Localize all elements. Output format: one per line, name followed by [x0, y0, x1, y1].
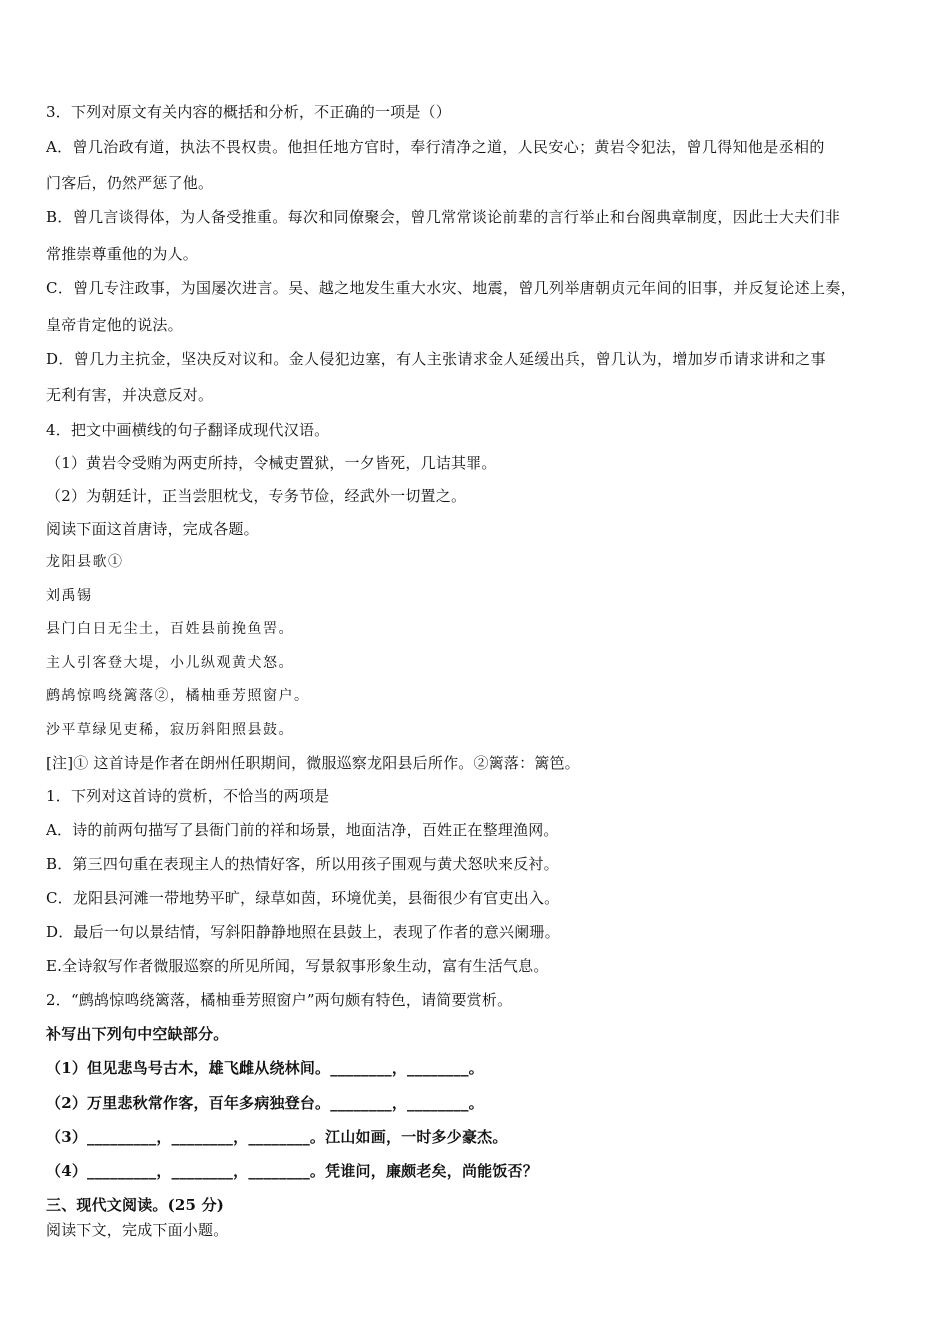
- poem-intro: 阅读下面这首唐诗，完成各题。: [46, 520, 259, 538]
- poem-line-3: 鹧鸪惊鸣绕篱落②，橘柚垂芳照窗户。: [46, 688, 310, 704]
- question-3-option-a-cont: 门客后，仍然严惩了他。: [46, 174, 214, 192]
- question-4-item-2: （2）为朝廷计，正当尝胆枕戈，专务节俭，经武外一切置之。: [46, 487, 467, 505]
- poem-line-2: 主人引客登大堤，小儿纵观黄犬怒。: [46, 655, 294, 671]
- question-3-option-d-cont: 无利有害，并决意反对。: [46, 386, 214, 404]
- section-3-intro: 阅读下文，完成下面小题。: [46, 1221, 229, 1239]
- fill-blank-item-2: （2）万里悲秋常作客，百年多病独登台。________，________。: [46, 1094, 484, 1112]
- question-3-stem: 3．下列对原文有关内容的概括和分析，不正确的一项是（）: [46, 103, 451, 121]
- section-3-heading: 三、现代文阅读。(25 分): [46, 1196, 225, 1214]
- fill-blank-item-4: （4）_________，________，________。凭谁问，廉颇老矣，尚能饭否？: [46, 1162, 538, 1180]
- question-3-option-c: C．曾几专注政事，为国屡次进言。吴、越之地发生重大水灾、地震，曾几列举唐朝贞元年间的旧事，并反复论述上奏，: [46, 279, 857, 297]
- question-3-option-c-cont: 皇帝肯定他的说法。: [46, 316, 183, 334]
- poem-question-1-option-a: A．诗的前两句描写了县衙门前的祥和场景，地面洁净，百姓正在整理渔网。: [46, 821, 559, 839]
- question-4-item-1: （1）黄岩令受贿为两吏所持，令械吏置狱，一夕皆死，几诘其罪。: [46, 454, 497, 472]
- fill-blanks-heading: 补写出下列句中空缺部分。: [46, 1025, 229, 1043]
- poem-question-1-option-e: E.全诗叙写作者微服巡察的所见所闻，写景叙事形象生动，富有生活气息。: [46, 957, 549, 975]
- poem-question-1-option-c: C．龙阳县河滩一带地势平旷，绿草如茵，环境优美，县衙很少有官吏出入。: [46, 889, 560, 907]
- question-3-option-b: B．曾几言谈得体，为人备受推重。每次和同僚聚会，曾几常常谈论前辈的言行举止和台阁典章制度，因此士大夫们非: [46, 208, 841, 226]
- poem-question-2: 2．“鹧鸪惊鸣绕篱落，橘柚垂芳照窗户”两句颇有特色，请简要赏析。: [46, 991, 513, 1009]
- question-3-option-d: D．曾几力主抗金，坚决反对议和。金人侵犯边塞，有人主张请求金人延缓出兵，曾几认为，增加岁币请求讲和之事: [46, 350, 826, 368]
- poem-question-1-stem: 1．下列对这首诗的赏析，不恰当的两项是: [46, 787, 330, 805]
- question-3-option-a: A．曾几治政有道，执法不畏权贵。他担任地方官时，奉行清净之道，人民安心；黄岩令犯法，曾几得知他是丞相的: [46, 138, 825, 156]
- poem-question-1-option-d: D．最后一句以景结情，写斜阳静静地照在县鼓上，表现了作者的意兴阑珊。: [46, 923, 560, 941]
- fill-blank-item-1: （1）但见悲鸟号古木，雄飞雌从绕林间。________，________。: [46, 1059, 484, 1077]
- poem-title: 龙阳县歌①: [46, 554, 124, 570]
- poem-note: [注]① 这首诗是作者在朗州任职期间，微服巡察龙阳县后所作。②篱落：篱笆。: [46, 754, 580, 772]
- question-4-stem: 4．把文中画横线的句子翻译成现代汉语。: [46, 421, 330, 439]
- question-3-option-b-cont: 常推崇尊重他的为人。: [46, 245, 199, 263]
- fill-blank-item-3: （3）_________，________，________。江山如画，一时多少豪杰。: [46, 1128, 508, 1146]
- poem-line-1: 县门白日无尘土，百姓县前挽鱼罟。: [46, 621, 294, 637]
- poem-line-4: 沙平草绿见吏稀，寂历斜阳照县鼓。: [46, 722, 294, 738]
- poem-question-1-option-b: B．第三四句重在表现主人的热情好客，所以用孩子围观与黄犬怒吠来反衬。: [46, 855, 559, 873]
- poem-author: 刘禹锡: [46, 588, 93, 604]
